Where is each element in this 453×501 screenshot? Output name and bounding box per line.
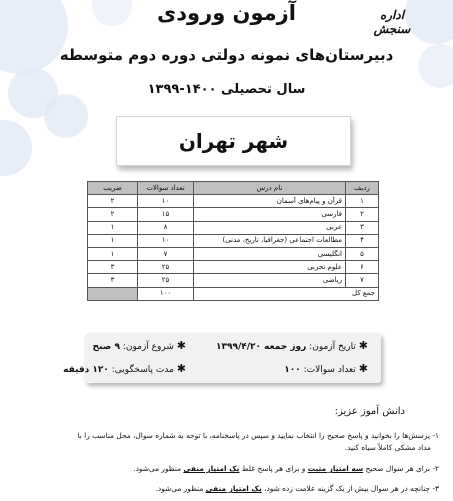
coefficient: ۱ (88, 221, 138, 234)
table-row (88, 261, 379, 274)
instruction-2-part-e: منظور می‌شود. (133, 464, 184, 473)
star-icon: ✱ (176, 362, 186, 375)
exam-start (93, 339, 187, 352)
exam-duration-value: ۱۲۰ دقیقه (63, 365, 109, 375)
subject-name: عربی (194, 221, 346, 234)
subject-name: علوم تجربی (194, 261, 346, 274)
total-count: ۱۰۰ (138, 287, 194, 300)
subject-name: فارسی (194, 208, 346, 221)
question-count: ۱۰ (138, 195, 194, 208)
subjects-table (87, 181, 379, 301)
coefficient: ۲ (88, 208, 138, 221)
instruction-1-line-2: مداد مشکی کاملاً سیاه کنید. (344, 443, 431, 452)
header-question-count: تعداد سوالات (138, 182, 194, 195)
row-number: ۷ (346, 274, 379, 287)
coefficient: ۳ (88, 261, 138, 274)
coefficient: ۱ (88, 234, 138, 247)
row-number: ۲ (346, 208, 379, 221)
table-row (88, 221, 379, 234)
city-name: شهر تهران (178, 129, 289, 153)
table-row (88, 247, 379, 260)
total-label: جمع کل (194, 287, 379, 300)
table-header-row (88, 182, 379, 195)
instruction-3-part-c: منظور می‌شود. (155, 484, 206, 493)
table-row (88, 234, 379, 247)
exam-date-value: روز جمعه ۱۳۹۹/۴/۲۰ (216, 342, 307, 352)
table-total-row (88, 287, 379, 300)
question-count: ۱۵ (138, 208, 194, 221)
exam-duration (63, 362, 186, 375)
question-total (284, 362, 368, 375)
page-subtitle: دبیرستان‌های نمونه دولتی دوره دوم متوسطه (59, 46, 394, 64)
instruction-1-line-1: ۱- پرسش‌ها را بخوانید و پاسخ صحیح را انتخاب نمایید و سپس در پاسخنامه، با توجه به شماره سوال، محل مناسب را با (77, 431, 439, 440)
exam-date (216, 339, 368, 352)
instruction-2 (11, 463, 439, 475)
coefficient: ۳ (88, 274, 138, 287)
row-number: ۱ (346, 195, 379, 208)
total-empty-cell (88, 287, 138, 300)
exam-duration-label: مدت پاسخگویی: (108, 365, 174, 375)
table-row (88, 208, 379, 221)
greeting: دانش آموز عزیز: (334, 406, 405, 417)
table-row (88, 195, 379, 208)
instruction-2-part-a: ۲- برای هر سوال صحیح (363, 464, 439, 473)
subject-name: ریاضی (194, 274, 346, 287)
row-number: ۴ (346, 234, 379, 247)
instruction-3 (11, 483, 439, 495)
city-box (116, 116, 351, 166)
header-coefficient: ضریب (88, 182, 138, 195)
question-count: ۸ (138, 221, 194, 234)
coefficient: ۱ (88, 247, 138, 260)
question-count: ۲۵ (138, 274, 194, 287)
row-number: ۳ (346, 221, 379, 234)
subject-name: قرآن و پیام‌های آسمان (194, 195, 346, 208)
question-total-label: تعداد سوالات: (300, 365, 356, 375)
subject-name: انگلیسی (194, 247, 346, 260)
instruction-3-negative: یک امتیاز منفی (205, 484, 262, 493)
instruction-1 (11, 430, 439, 454)
star-icon: ✱ (358, 339, 368, 352)
question-count: ۷ (138, 247, 194, 260)
question-count: ۲۵ (138, 261, 194, 274)
subject-name: مطالعات اجتماعی (جغرافیا، تاریخ، مدنی) (194, 234, 346, 247)
instruction-2-negative: یک امتیاز منفی (183, 464, 240, 473)
exam-start-label: شروع آزمون: (120, 342, 174, 352)
academic-year: سال تحصیلی ۱۴۰۰-۱۳۹۹ (147, 82, 306, 97)
header-row-number: ردیف (346, 182, 379, 195)
star-icon: ✱ (176, 339, 186, 352)
table-row (88, 274, 379, 287)
question-total-value: ۱۰۰ (284, 365, 301, 375)
question-count: ۱۰ (138, 234, 194, 247)
instruction-2-positive: سه امتیاز مثبت (307, 464, 364, 473)
exam-date-label: تاریخ آزمون: (306, 342, 356, 352)
logo-text: اداره سنجش (373, 8, 411, 36)
row-number: ۵ (346, 247, 379, 260)
row-number: ۶ (346, 261, 379, 274)
instruction-3-part-a: ۳- چنانچه در هر سوال بیش از یک گزینه علامت زده شود، (261, 484, 439, 493)
header-subject: نام درس (194, 182, 346, 195)
page-title: آزمون ورودی (157, 1, 296, 25)
exam-start-value: ۹ صبح (92, 342, 120, 352)
instruction-2-part-c: و برای هر پاسخ غلط (239, 464, 308, 473)
coefficient: ۲ (88, 195, 138, 208)
star-icon: ✱ (358, 362, 368, 375)
